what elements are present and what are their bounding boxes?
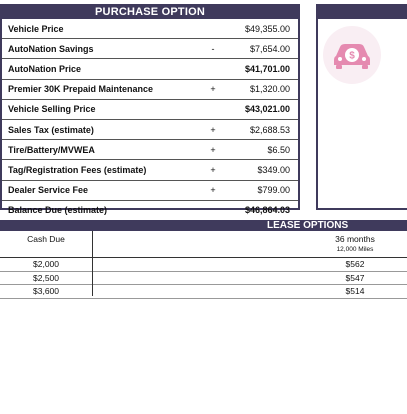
purchase-row-label: Tire/Battery/MVWEA	[8, 144, 95, 155]
purchase-row-label: AutoNation Price	[8, 63, 82, 74]
purchase-row	[2, 59, 298, 79]
lease-cash-due: $2,500	[33, 272, 59, 283]
lease-cash-due: $3,600	[33, 286, 59, 296]
lease-payment: $514	[345, 286, 365, 296]
lease-row	[0, 285, 407, 299]
purchase-row-sign: +	[210, 164, 216, 175]
purchase-rows	[2, 19, 298, 220]
purchase-row-label: Vehicle Price	[8, 23, 64, 34]
lease-row	[0, 258, 407, 272]
side-panel-header	[318, 6, 407, 19]
svg-text:$: $	[349, 50, 355, 62]
purchase-row-sign: -	[211, 43, 215, 54]
purchase-row-label: Tag/Registration Fees (estimate)	[8, 164, 147, 175]
purchase-row-label: AutoNation Savings	[8, 43, 94, 54]
lease-row	[0, 272, 407, 286]
purchase-row-value: $41,701.00	[244, 63, 290, 74]
purchase-row-label: Dealer Service Fee	[8, 185, 89, 196]
purchase-row-label: Sales Tax (estimate)	[8, 124, 94, 135]
purchase-row	[2, 100, 298, 120]
purchase-row-sign: +	[210, 124, 216, 135]
lease-options-header	[0, 220, 407, 231]
lease-payment: $547	[345, 272, 365, 283]
purchase-row	[2, 201, 298, 220]
purchase-option-table	[0, 4, 300, 216]
purchase-row-sign: +	[210, 144, 216, 155]
lease-column-headers	[0, 231, 407, 258]
purchase-row	[2, 181, 298, 201]
purchase-row-value: $2,688.53	[249, 124, 290, 135]
purchase-row	[2, 19, 298, 39]
purchase-row-label: Premier 30K Prepaid Maintenance	[8, 84, 154, 95]
purchase-row-label: Balance Due (estimate)	[8, 205, 108, 216]
purchase-row	[2, 39, 298, 59]
purchase-row-label: Vehicle Selling Price	[8, 104, 96, 115]
lease-cash-due: $2,000	[33, 259, 59, 269]
purchase-row-sign: +	[210, 84, 216, 95]
lease-miles-header: 12,000 Miles	[336, 246, 374, 253]
purchase-row-value: $799.00	[257, 185, 290, 196]
purchase-row	[2, 120, 298, 140]
purchase-row-value: $43,021.00	[244, 104, 290, 115]
purchase-row-value: $1,320.00	[249, 84, 290, 95]
lease-term-header: 36 months	[335, 234, 375, 244]
purchase-row-value: $46,864.03	[244, 205, 290, 216]
purchase-row-value: $49,355.00	[244, 23, 290, 34]
car-dollar-icon	[323, 26, 381, 84]
lease-payment: $562	[345, 259, 365, 269]
side-panel	[316, 4, 407, 210]
purchase-row	[2, 160, 298, 180]
purchase-row-value: $6.50	[267, 144, 290, 155]
purchase-row-sign: +	[210, 185, 216, 196]
lease-options-table	[0, 231, 407, 299]
cash-due-header: Cash Due	[27, 234, 65, 244]
purchase-row	[2, 80, 298, 100]
lease-rows	[0, 258, 407, 299]
lease-column-divider	[92, 231, 93, 296]
purchase-row-value: $7,654.00	[249, 43, 290, 54]
purchase-row	[2, 140, 298, 160]
lease-options-title: LEASE OPTIONS	[267, 220, 349, 231]
purchase-row-value: $349.00	[257, 164, 290, 175]
purchase-option-title: PURCHASE OPTION	[2, 6, 298, 19]
